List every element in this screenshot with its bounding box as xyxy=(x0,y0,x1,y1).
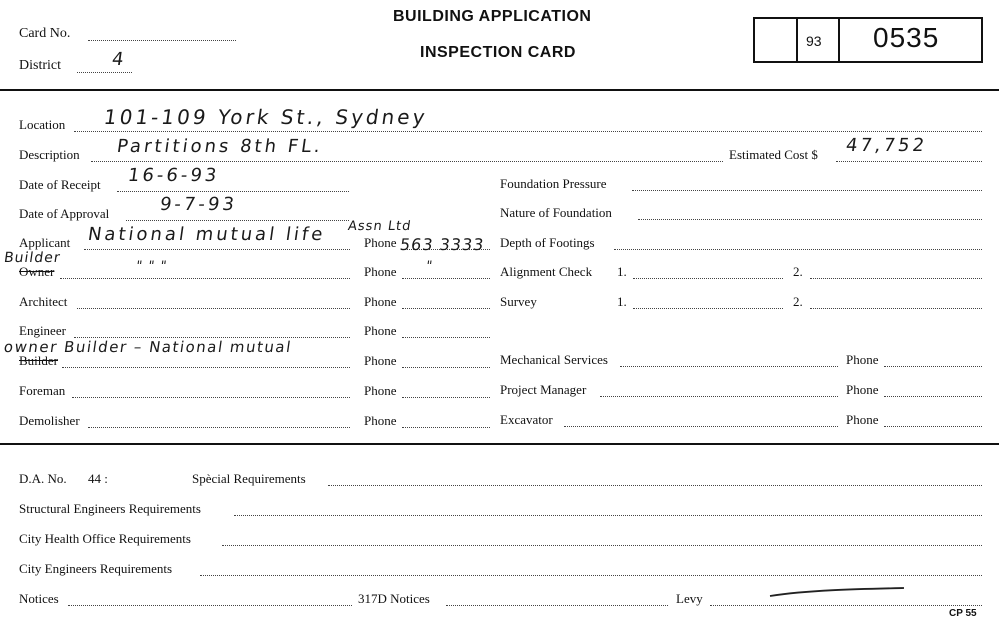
mechanical-services-label: Mechanical Services xyxy=(500,352,608,367)
excavator-phone-field[interactable] xyxy=(884,426,982,427)
city-health-field[interactable] xyxy=(222,545,982,546)
engineer-phone-field[interactable] xyxy=(402,337,490,338)
date-of-receipt-value: 16-6-93 xyxy=(126,165,221,186)
estimated-cost-field[interactable] xyxy=(836,161,982,162)
demolisher-phone-label: Phone xyxy=(364,413,397,428)
applicant-note: Assn Ltd xyxy=(346,219,413,234)
survey-label: Survey xyxy=(500,294,537,309)
card-number-box xyxy=(753,17,983,63)
estimated-cost-value: 47,752 xyxy=(844,135,929,156)
date-of-receipt-field[interactable] xyxy=(117,191,349,192)
excavator-phone-label: Phone xyxy=(846,412,879,427)
demolisher-label: Demolisher xyxy=(19,413,80,428)
foreman-phone-label: Phone xyxy=(364,383,397,398)
project-manager-phone-label: Phone xyxy=(846,382,879,397)
builder-phone-field[interactable] xyxy=(402,367,490,368)
survey-2-field[interactable] xyxy=(810,308,982,309)
card-number: 0535 xyxy=(873,22,940,53)
survey-1-label: 1. xyxy=(617,294,627,309)
engineer-phone-label: Phone xyxy=(364,323,397,338)
da-no-value: 44 : xyxy=(88,471,108,486)
box-divider-2 xyxy=(838,17,840,63)
project-manager-label: Project Manager xyxy=(500,382,587,397)
builder-value: owner Builder – National mutual xyxy=(2,338,294,356)
notices-field[interactable] xyxy=(68,605,352,606)
section-rule xyxy=(0,443,999,445)
card-no-label: Card No. xyxy=(19,26,71,41)
special-requirements-label: Spècial Requirements xyxy=(192,471,306,486)
alignment-check-1-label: 1. xyxy=(617,264,627,279)
applicant-value: National mutual life xyxy=(86,224,327,245)
description-field[interactable] xyxy=(91,161,723,162)
owner-field[interactable] xyxy=(60,278,350,279)
nature-of-foundation-label: Nature of Foundation xyxy=(500,205,612,220)
levy-label: Levy xyxy=(676,591,703,606)
date-of-approval-field[interactable] xyxy=(126,220,349,221)
foreman-field[interactable] xyxy=(72,397,350,398)
foundation-pressure-field[interactable] xyxy=(632,190,982,191)
builder-field[interactable] xyxy=(62,367,350,368)
city-engineers-label: City Engineers Requirements xyxy=(19,561,173,576)
district-value: 4 xyxy=(110,49,128,70)
architect-field[interactable] xyxy=(77,308,350,309)
notices-label: Notices xyxy=(19,591,59,606)
box-divider-1 xyxy=(796,17,798,63)
owner-phone-field[interactable] xyxy=(402,278,490,279)
alignment-check-1-field[interactable] xyxy=(633,278,783,279)
engineer-label: Engineer xyxy=(19,323,66,338)
special-requirements-field[interactable] xyxy=(328,485,982,486)
nature-of-foundation-field[interactable] xyxy=(638,219,982,220)
notices-317d-field[interactable] xyxy=(446,605,668,606)
alignment-check-2-label: 2. xyxy=(793,264,803,279)
survey-1-field[interactable] xyxy=(633,308,783,309)
depth-of-footings-label: Depth of Footings xyxy=(500,235,595,250)
architect-label: Architect xyxy=(19,294,68,309)
levy-field[interactable] xyxy=(710,605,982,606)
da-no-label: D.A. No. xyxy=(19,471,67,486)
applicant-label: Applicant xyxy=(19,235,71,250)
district-field[interactable] xyxy=(77,72,132,73)
notices-317d-label: 317D Notices xyxy=(358,591,430,606)
builder-label: Builder xyxy=(19,353,58,368)
location-label: Location xyxy=(19,117,66,132)
date-of-approval-label: Date of Approval xyxy=(19,206,110,221)
levy-pen-stroke xyxy=(768,584,908,600)
header-rule xyxy=(0,89,999,91)
applicant-phone-label: Phone xyxy=(364,235,397,250)
location-field[interactable] xyxy=(74,131,982,132)
form-title-line2: INSPECTION CARD xyxy=(420,44,576,61)
architect-phone-field[interactable] xyxy=(402,308,490,309)
alignment-check-label: Alignment Check xyxy=(500,264,593,279)
description-label: Description xyxy=(19,147,80,162)
alignment-check-2-field[interactable] xyxy=(810,278,982,279)
location-value: 101-109 York St., Sydney xyxy=(102,105,430,129)
owner-phone-ditto: " xyxy=(424,259,435,274)
card-no-field[interactable] xyxy=(88,40,236,41)
excavator-field[interactable] xyxy=(564,426,838,427)
foundation-pressure-label: Foundation Pressure xyxy=(500,176,607,191)
excavator-label: Excavator xyxy=(500,412,553,427)
form-title-line1: BUILDING APPLICATION xyxy=(393,8,592,25)
date-of-receipt-label: Date of Receipt xyxy=(19,177,101,192)
city-health-label: City Health Office Requirements xyxy=(19,531,191,546)
estimated-cost-label: Estimated Cost $ xyxy=(729,147,818,162)
project-manager-phone-field[interactable] xyxy=(884,396,982,397)
mechanical-services-phone-field[interactable] xyxy=(884,366,982,367)
architect-phone-label: Phone xyxy=(364,294,397,309)
demolisher-field[interactable] xyxy=(88,427,350,428)
foreman-phone-field[interactable] xyxy=(402,397,490,398)
district-label: District xyxy=(19,58,61,73)
mechanical-services-phone-label: Phone xyxy=(846,352,879,367)
builder-phone-label: Phone xyxy=(364,353,397,368)
foreman-label: Foreman xyxy=(19,383,66,398)
city-engineers-field[interactable] xyxy=(200,575,982,576)
mechanical-services-field[interactable] xyxy=(620,366,838,367)
date-of-approval-value: 9-7-93 xyxy=(158,194,239,215)
form-code: CP 55 xyxy=(949,608,977,619)
owner-phone-label: Phone xyxy=(364,264,397,279)
owner-builder-annotation: Builder xyxy=(2,250,62,266)
applicant-field[interactable] xyxy=(84,249,350,250)
owner-label: Owner xyxy=(19,264,55,279)
description-value: Partitions 8th FL. xyxy=(115,136,325,157)
project-manager-field[interactable] xyxy=(600,396,838,397)
depth-of-footings-field[interactable] xyxy=(614,249,982,250)
structural-engineers-label: Structural Engineers Requirements xyxy=(19,501,201,516)
applicant-phone-value: 563 3333 xyxy=(398,235,486,254)
owner-ditto: " " " xyxy=(134,259,169,274)
demolisher-phone-field[interactable] xyxy=(402,427,490,428)
structural-engineers-field[interactable] xyxy=(234,515,982,516)
survey-2-label: 2. xyxy=(793,294,803,309)
card-year: 93 xyxy=(806,33,822,49)
